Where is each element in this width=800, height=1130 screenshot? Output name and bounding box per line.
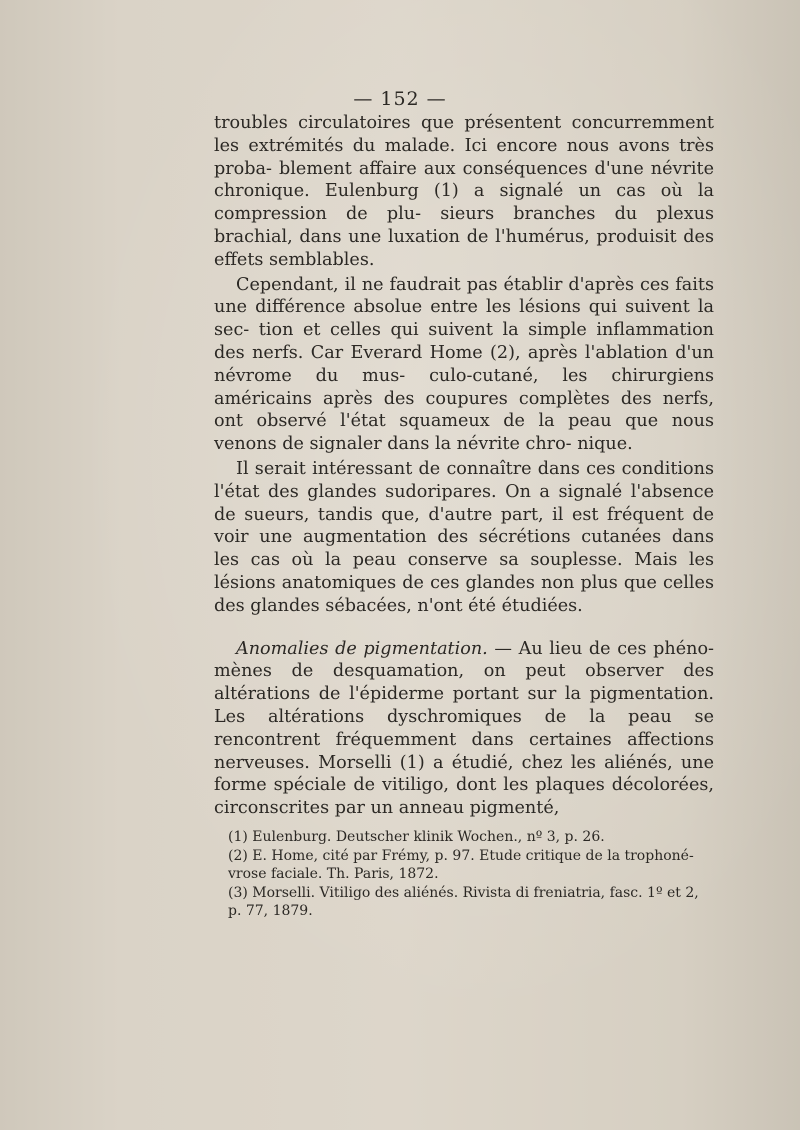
page-number: — 152 — [353,88,447,110]
body-text [214,112,714,820]
footnote-2: (2) E. Home, cité par Frémy, p. 97. Etude critique de la trophoné- vrose faciale. Th. Paris, 1872. [228,847,694,882]
paragraph-nerve-lesions: Cependant, il ne faudrait pas établir d'après ces faits une différence absolue entre les lésions qui suivent la sec- tion et celles qui suivent la simple inflammation des nerfs. Car Everard Home (2), après l'ablation d'un névrome du mus- culo-cutané, les chirurgiens américains après des coupures complètes des nerfs, ont observé l'état squameux de la peau que nous venons de signaler dans la névrite chro- nique. [214,274,714,455]
footnote-1: (1) Eulenburg. Deutscher klinik Wochen., nº 3, p. 26. [228,829,605,845]
section-heading: Anomalies de pigmentation. [236,638,488,659]
footnotes [214,828,714,921]
footnote-3: (3) Morselli. Vitiligo des aliénés. Rivista di freniatria, fasc. 1º et 2, p. 77, 1879. [228,884,699,919]
section-pigmentation [214,638,714,820]
paragraph-circulatory-troubles: troubles circulatoires que présentent concurremment les extrémités du malade. Ici encore nous avons très proba- blement affaire aux conséquences d'une névrite chronique. Eulenburg (1) a signalé un cas où la compression de plu- sieurs branches du plexus brachial, dans une luxation de l'humérus, produisit des effets semblables. [214,113,714,270]
paragraph-sweat-glands: Il serait intéressant de connaître dans ces conditions l'état des glandes sudoripares. On a signalé l'absence de sueurs, tandis que, d'autre part, il est fréquent de voir une augmentation des sécrétions cutanées dans les cas où la peau conserve sa souplesse. Mais les lésions anatomiques de ces glandes non plus que celles des glandes sébacées, n'ont été étudiées. [214,458,714,616]
section-text: — Au lieu de ces phéno- mènes de desquamation, on peut observer des altérations de l'épiderme portant sur la pigmentation. Les altérations dyschromiques de la peau se rencontrent fréquemment dans certaines affections nerveuses. Morselli (1) a étudié, chez les aliénés, une forme spéciale de vitiligo, dont les plaques décolorées, circonscrites par un anneau pigmenté, [214,638,714,819]
